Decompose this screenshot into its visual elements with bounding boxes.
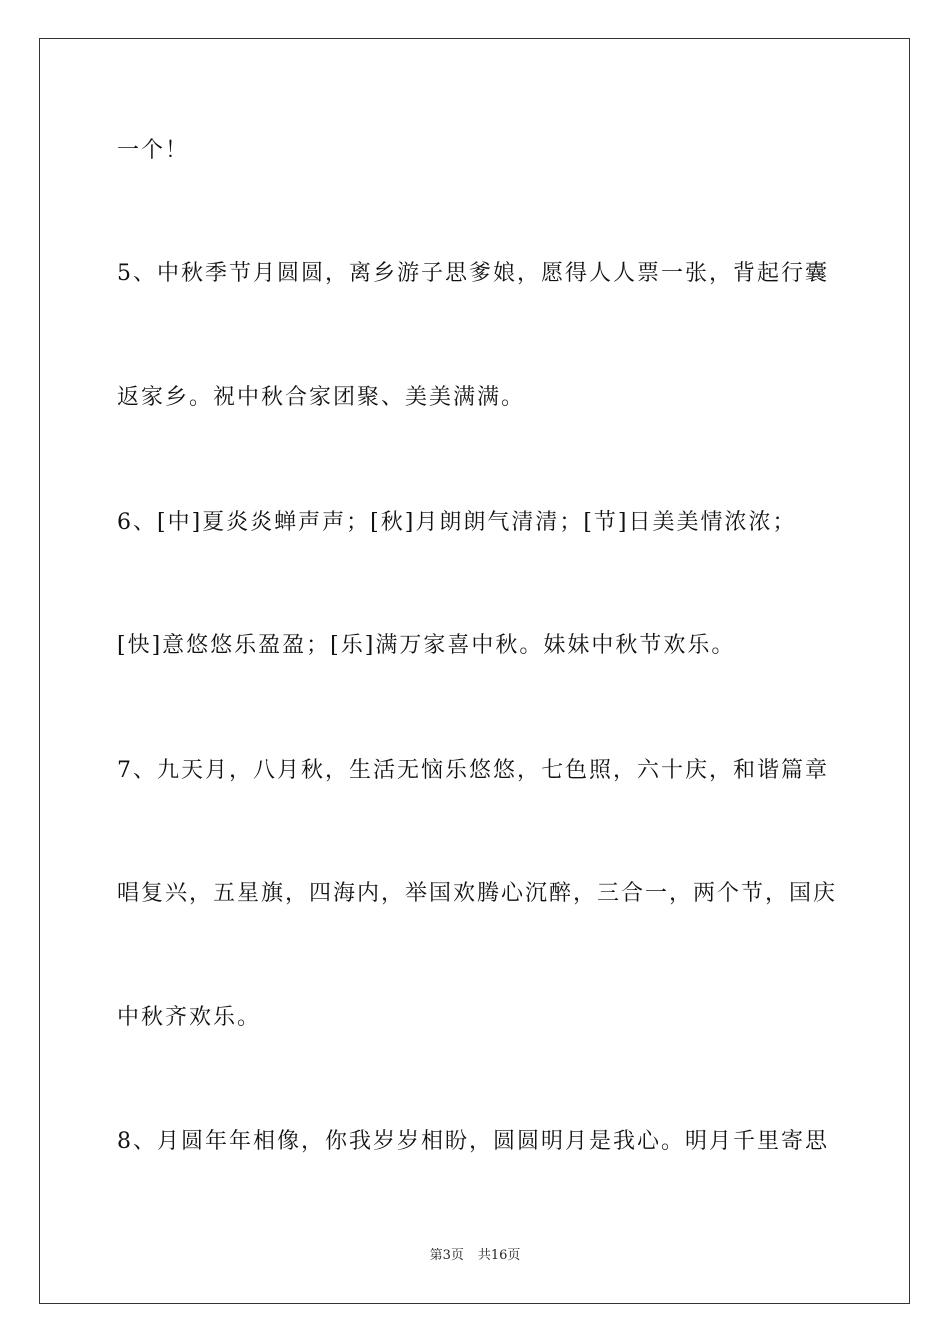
text-line-3: 返家乡。祝中秋合家团聚、美美满满。 bbox=[117, 385, 526, 410]
text-line-9: 8、月圆年年相像，你我岁岁相盼，圆圆明月是我心。明月千里寄思 bbox=[117, 1129, 829, 1154]
page-total: 共16页 bbox=[477, 1248, 521, 1263]
text-line-5: [快]意悠悠乐盈盈；[乐]满万家喜中秋。妹妹中秋节欢乐。 bbox=[117, 633, 736, 658]
page-border bbox=[39, 38, 910, 1304]
text-line-1: 一个！ bbox=[117, 138, 190, 163]
text-line-4: 6、[中]夏炎炎蝉声声；[秋]月朗朗气清清；[节]日美美情浓浓； bbox=[117, 510, 797, 535]
text-line-2: 5、中秋季节月圆圆，离乡游子思爹娘，愿得人人票一张，背起行囊 bbox=[117, 261, 829, 286]
text-line-6: 7、九天月，八月秋，生活无恼乐悠悠，七色照，六十庆，和谐篇章 bbox=[117, 758, 829, 783]
page-number: 第3页 bbox=[429, 1248, 464, 1263]
text-line-8: 中秋齐欢乐。 bbox=[117, 1005, 262, 1030]
page-footer bbox=[0, 1247, 950, 1265]
text-line-7: 唱复兴，五星旗，四海内，举国欢腾心沉醉，三合一，两个节，国庆 bbox=[117, 881, 838, 906]
